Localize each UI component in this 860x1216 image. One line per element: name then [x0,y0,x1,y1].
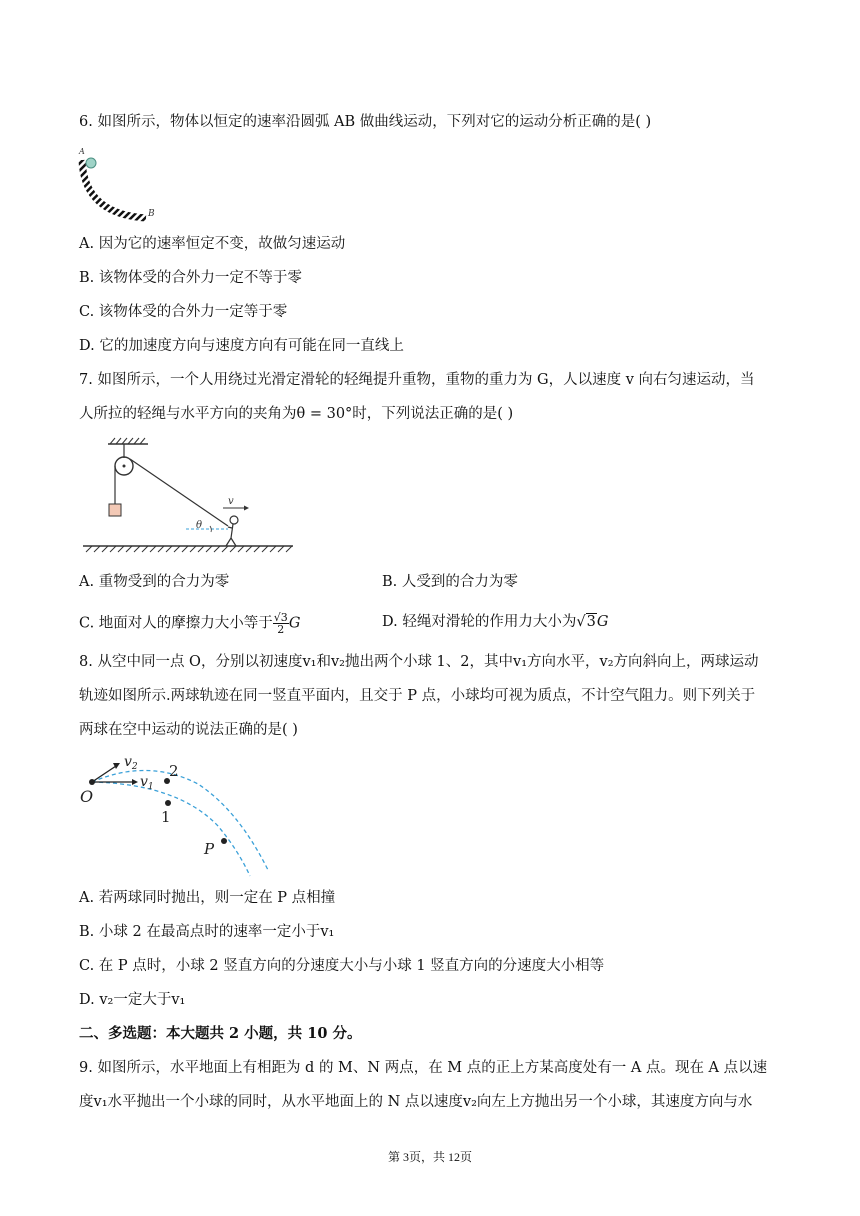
q7-option-b: B. 人受到的合力为零 [382,574,518,590]
trajectory-1 [92,782,250,876]
weight-block [109,504,121,516]
label-a: A [79,147,85,156]
v2-arrow [92,766,116,782]
q8-trajectory-figure [78,752,274,878]
q8-stem-line2: 轨迹如图所示.两球轨迹在同一竖直平面内，且交于 P 点，小球均可视为质点，不计空气阻力。则下列关于 [79,688,756,704]
q8-stem-line3: 两球在空中运动的说法正确的是( ) [79,722,298,738]
label-b: B [148,209,155,219]
arc-track [82,160,146,218]
q7-option-d [382,612,608,632]
label-o: O [80,787,94,806]
theta-label: θ [196,520,203,531]
fraction-denominator: 2 [277,623,285,636]
trajectory-2 [92,770,268,870]
q7-option-a: A. 重物受到的合力为零 [79,574,230,590]
section-heading: 二、多选题：本大题共 2 小题，共 10 分。 [79,1025,362,1042]
sqrt-symbol: √ [576,614,586,630]
q8-option-a: A. 若两球同时抛出，则一定在 P 点相撞 [79,890,336,906]
label-p: P [204,840,215,858]
sqrt-radicand: 3 [586,614,596,630]
label-v2: $v_2$ [124,754,138,772]
q6-stem: 6. 如图所示，物体以恒定的速率沿圆弧 AB 做曲线运动，下列对它的运动分析正确的是( ) [79,114,652,130]
q7-pulley-figure [78,436,298,558]
q8-option-c: C. 在 P 点时，小球 2 竖直方向的分速度大小与小球 1 竖直方向的分速度大小相等 [79,958,605,974]
q8-option-b: B. 小球 2 在最高点时的速率一定小于v₁ [79,924,335,940]
q6-option-b: B. 该物体受的合外力一定不等于零 [79,270,302,286]
label-ball-1: 1 [161,808,171,826]
person [226,516,238,546]
v-label: v [228,496,234,507]
q7-stem-line1: 7. 如图所示，一个人用绕过光滑定滑轮的轻绳提升重物，重物的重力为 G，人以速度 v 向右匀速运动，当 [79,372,755,388]
q6-option-d: D. 它的加速度方向与速度方向有可能在同一直线上 [79,338,404,354]
q7-option-c-g: G [288,615,301,632]
q6-option-c: C. 该物体受的合外力一定等于零 [79,304,288,320]
point-o [89,779,95,785]
label-v1: $v_1$ [140,774,154,792]
q7-option-c-fraction [273,612,289,635]
q7-option-c [79,612,300,635]
q6-arc-figure [74,146,166,226]
q7-option-d-text: D. 轻绳对滑轮的作用力大小为 [382,614,577,630]
page-number: 第 3页，共 12页 [387,1150,472,1164]
q7-option-d-g: G [596,614,609,630]
q9-stem-line1: 9. 如图所示，水平地面上有相距为 d 的 M、N 两点，在 M 点的正上方某高度处有一 A 点。现在 A 点以速 [79,1060,768,1076]
q8-stem-line1: 8. 从空中同一点 O，分别以初速度v₁和v₂抛出两个小球 1、2，其中v₁方向水平，v₂方向斜向上，两球运动 [79,654,759,670]
q7-stem-line2: 人所拉的轻绳与水平方向的夹角为θ = 30°时，下列说法正确的是( ) [79,406,514,422]
q9-stem-line2: 度v₁水平抛出一个小球的同时，从水平地面上的 N 点以速度v₂向左上方抛出另一个小球，其速度方向与水 [79,1094,753,1110]
label-ball-2: 2 [169,762,179,780]
object-ball [86,158,96,168]
q8-option-d: D. v₂一定大于v₁ [79,992,186,1008]
ball-1 [165,800,171,806]
fraction-numerator: √3 [273,611,288,624]
q7-option-c-text: C. 地面对人的摩擦力大小等于 [79,615,273,632]
q6-option-a: A. 因为它的速率恒定不变，故做匀速运动 [79,236,346,252]
rope-slanted [130,459,228,526]
point-p [221,838,227,844]
